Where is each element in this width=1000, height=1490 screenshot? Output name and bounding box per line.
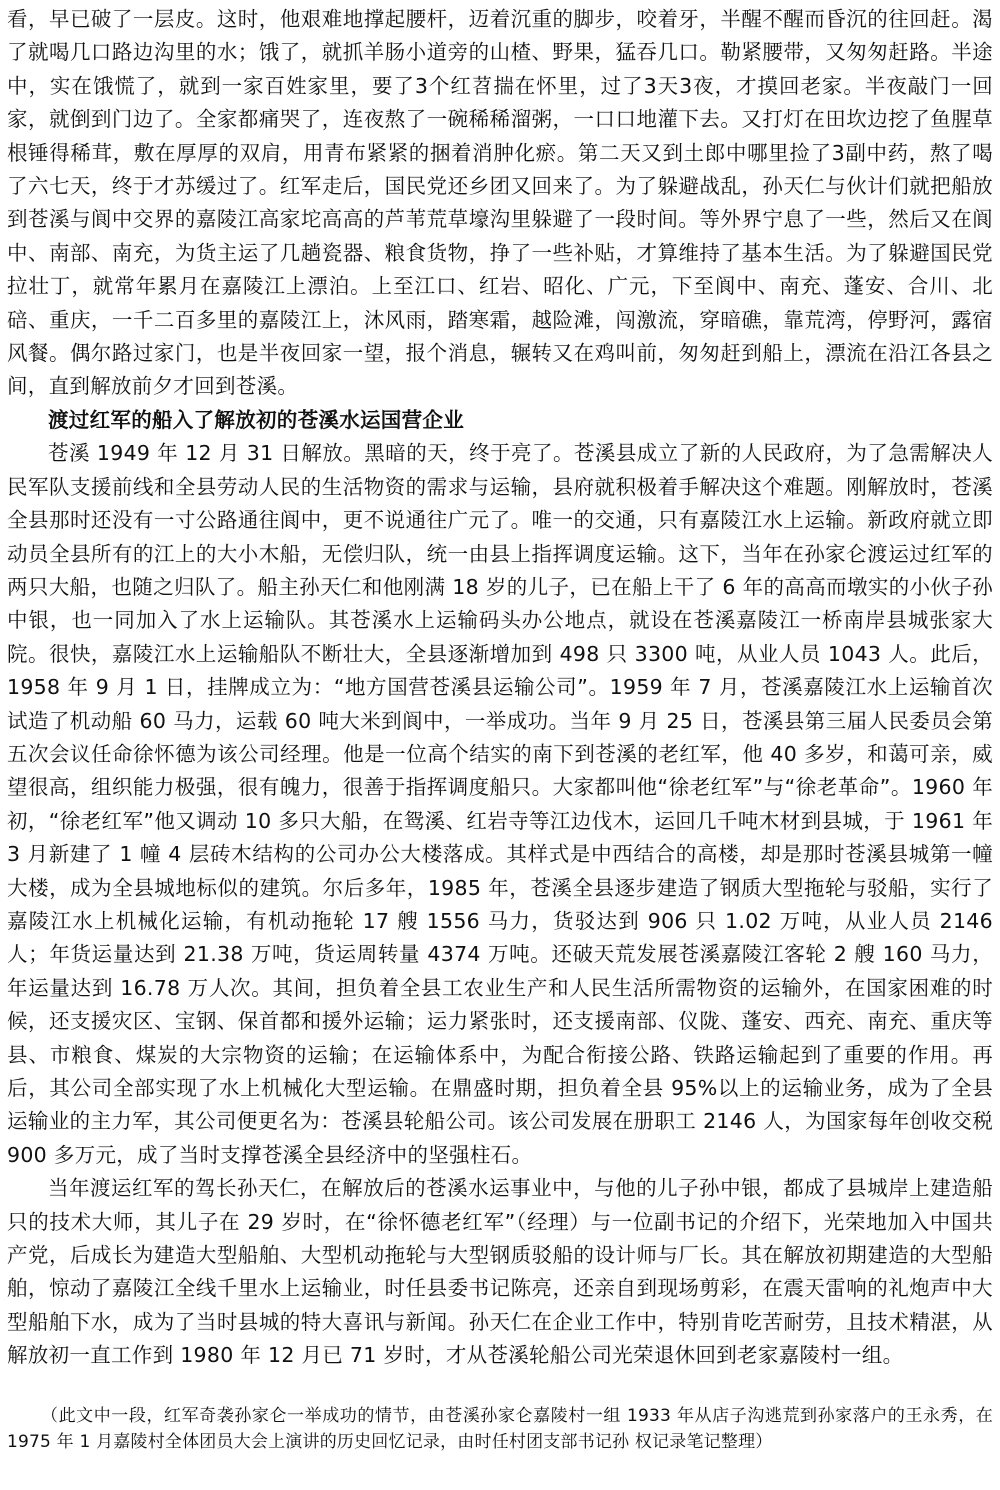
- section-heading: 渡过红军的船入了解放初的苍溪水运国营企业: [48, 407, 464, 432]
- intro-paragraph: 看，早已破了一层皮。这时，他艰难地撑起腰杆，迈着沉重的脚步，咬着牙，半醒不醒而昏沉的往回赶。渴了就喝几口路边沟里的水；饿了，就抓羊肠小道旁的山楂、野果，猛吞几口。勒紧腰带，又匆匆赶路。半途中，实在饿慌了，就到一家百姓家里，要了3个红苕揣在怀里，过了3天3夜，才摸回老家。半夜敲门一回家，就倒到门边了。全家都痛哭了，连夜熬了一碗稀稀溜粥，一口口地灌下去。又打灯在田坎边挖了鱼腥草根锤得稀茸，敷在厚厚的双肩，用青布紧紧的捆着消肿化瘀。第二天又到土郎中哪里捡了3副中药，熬了喝了六七天，终于才苏缓过了。红军走后，国民党还乡团又回来了。为了躲避战乱，孙天仁与伙计们就把船放到苍溪与阆中交界的嘉陵江高家坨高高的芦苇荒草壕沟里躲避了一段时间。等外界宁息了一些，然后又在阆中、南部、南充，为货主运了几趟瓷器、粮食货物，挣了一些补贴，才算维持了基本生活。为了躲避国民党拉壮丁，就常年累月在嘉陵江上漂泊。上至江口、红岩、昭化、广元，下至阆中、南充、蓬安、合川、北碚、重庆，一千二百多里的嘉陵江上，沐风雨，踏寒霜，越险滩，闯激流，穿暗礁，靠荒湾，停野河，露宿风餐。偶尔路过家门，也是半夜回家一望，报个消息，辗转又在鸡叫前，匆匆赶到船上，漂流在沿江各县之间，直到解放前夕才回到苍溪。: [7, 7, 993, 399]
- document-page: [7, 3, 993, 1456]
- body-paragraph-1: 苍溪 1949 年 12 月 31 日解放。黑暗的天，终于亮了。苍溪县成立了新的人民政府，为了急需解决人民军队支援前线和全县劳动人民的生活物资的需求与运输，县府就积极着手解决这个难题。刚解放时，苍溪全县那时还没有一寸公路通往阆中，更不说通往广元了。唯一的交通，只有嘉陵江水上运输。新政府就立即动员全县所有的江上的大小木船，无偿归队，统一由县上指挥调度运输。这下，当年在孙家仑渡运过红军的两只大船，也随之归队了。船主孙天仁和他刚满 18 岁的儿子，已在船上干了 6 年的高高而墩实的小伙子孙中银，也一同加入了水上运输队。其苍溪水上运输码头办公地点，就设在苍溪嘉陵江一桥南岸县城张家大院。很快，嘉陵江水上运输船队不断壮大，全县逐渐增加到 498 只 3300 吨，从业人员 1043 人。此后，1958 年 9 月 1 日，挂牌成立为：“地方国营苍溪县运输公司”。1959 年 7 月，苍溪嘉陵江水上运输首次试造了机动船 60 马力，运载 60 吨大米到阆中，一举成功。当年 9 月 25 日，苍溪县第三届人民委员会第五次会议任命徐怀德为该公司经理。他是一位高个结实的南下到苍溪的老红军，他 40 多岁，和蔼可亲，威望很高，组织能力极强，很有魄力，很善于指挥调度船只。大家都叫他“徐老红军”与“徐老革命”。1960 年初，“徐老红军”他又调动 10 多只大船，在鸳溪、红岩寺等江边伐木，运回几千吨木材到县城，于 1961 年 3 月新建了 1 幢 4 层砖木结构的公司办公大楼落成。其样式是中西结合的高楼，却是那时苍溪县城第一幢大楼，成为全县城地标似的建筑。尔后多年，1985 年，苍溪全县逐步建造了钢质大型拖轮与驳船，实行了嘉陵江水上机械化运输，有机动拖轮 17 艘 1556 马力，货驳达到 906 只 1.02 万吨，从业人员 2146 人；年货运量达到 21.38 万吨，货运周转量 4374 万吨。还破天荒发展苍溪嘉陵江客轮 2 艘 160 马力，年运量达到 16.78 万人次。其间，担负着全县工农业生产和人民生活所需物资的运输外，在国家困难的时候，还支援灾区、宝钢、保首都和援外运输；运力紧张时，还支援南部、仪陇、蓬安、西充、南充、重庆等县、市粮食、煤炭的大宗物资的运输；在运输体系中，为配合衔接公路、铁路运输起到了重要的作用。再后，其公司全部实现了水上机械化大型运输。在鼎盛时期，担负着全县 95%以上的运输业务，成为了全县运输业的主力军，其公司便更名为：苍溪县轮船公司。该公司发展在册职工 2146 人，为国家每年创收交税 900 多万元，成了当时支撑苍溪全县经济中的坚强柱石。: [7, 441, 993, 1167]
- body-paragraph-2: 当年渡运红军的驾长孙天仁，在解放后的苍溪水运事业中，与他的儿子孙中银，都成了县城岸上建造船只的技术大师，其儿子在 29 岁时，在“徐怀德老红军”（经理）与一位副书记的介绍下，光荣地加入中国共产党，后成长为建造大型船舶、大型机动拖轮与大型钢质驳船的设计师与厂长。其在解放初期建造的大型船舶，惊动了嘉陵江全线千里水上运输业，时任县委书记陈亮，还亲自到现场剪彩，在震天雷响的礼炮声中大型船舶下水，成为了当时县城的特大喜讯与新闻。孙天仁在企业工作中，特别肯吃苦耐劳，且技术精湛，从解放初一直工作到 1980 年 12 月已 71 岁时，才从苍溪轮船公司光荣退休回到老家嘉陵村一组。: [7, 1176, 993, 1368]
- footnote: （此文中一段，红军奇袭孙家仑一举成功的情节，由苍溪孙家仑嘉陵村一组 1933 年从店子沟逃荒到孙家落户的王永秀，在 1975 年 1 月嘉陵村全体团员大会上演讲的历史回忆记录，由时任村团支部书记孙 权记录笔记整理）: [7, 1405, 994, 1453]
